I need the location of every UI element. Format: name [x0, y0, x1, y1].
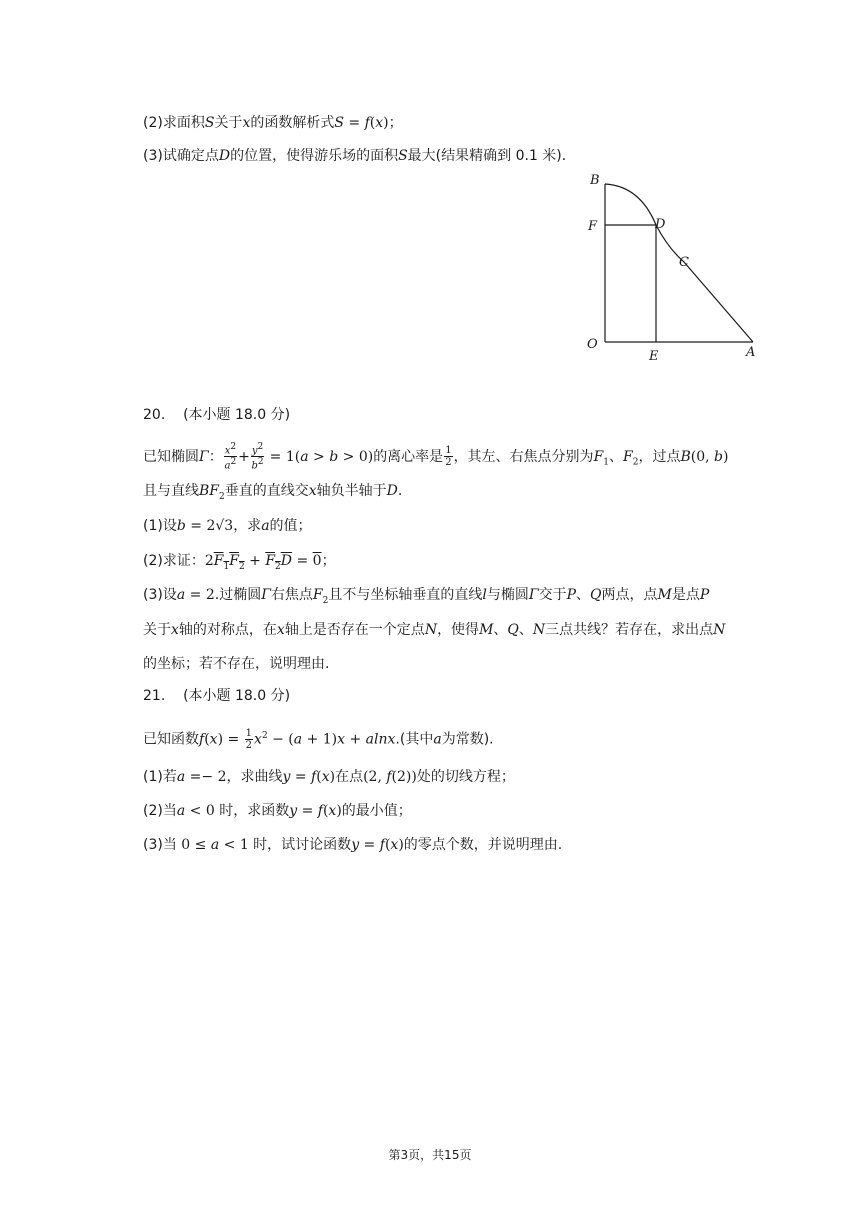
page-footer: 第3页，共15页 [388, 1148, 472, 1162]
label-e: E [649, 349, 659, 364]
label-f: F [588, 219, 598, 234]
q21-stem: 已知函数f(x) = $\frac{1}{2}$ $x^2 - (a + 1)x + alnx$.(其中a为常数). [143, 728, 494, 752]
q20-score: (本小题 18.0 分) [183, 407, 291, 423]
q19-part3: (3)试确定点D的位置，使得游乐场的面积S最大(结果精确到 0.1 米)． [143, 148, 576, 164]
q21-part1: (1)若a =− 2，求曲线y = f(x)在点(2, f(2))处的切线方程； [143, 769, 515, 785]
q21-number: 21. [143, 688, 166, 704]
q20-part3-line1: (3)设a = 2.过椭圆Γ右焦点$F_2$且不与坐标轴垂直的直线l与椭圆Γ交于P、Q两点，点M是点P [143, 587, 710, 606]
q20-number: 20. [143, 407, 166, 423]
q20-part2: (2)求证：$2F_1F_2 + F_2D = 0$； [143, 553, 336, 572]
q21-score: (本小题 18.0 分) [183, 688, 291, 704]
q21-part2: (2)当a < 0 时，求函数y = f(x)的最小值； [143, 803, 412, 819]
segment-ca [684, 262, 753, 342]
q20-header [143, 405, 290, 425]
q20-part3-line2: 关于x轴的对称点，在x轴上是否存在一个定点N，使得M、Q、N三点共线？若存在，求出点N [143, 622, 726, 638]
label-c: C [679, 255, 689, 270]
arc-bd [605, 184, 656, 225]
geometry-figure [580, 168, 760, 368]
label-o: O [587, 337, 598, 352]
q20-stem-line1: 已知椭圆Γ： $\frac{x^2}{a^2}$ + $\frac{y^2}{b^2}$ = 1(a > b > 0)的离心率是 $\frac{1}{2}$ ，其左、右焦点分别为$F_1$、$F_2$，过点B(0, b) [143, 442, 729, 472]
label-b: B [590, 173, 600, 188]
label-d: D [655, 217, 666, 232]
q19-part2: (2)求面积S关于x的函数解析式S = f(x)； [143, 115, 403, 131]
label-a: A [746, 345, 756, 360]
q20-part1: (1)设b = 2√3，求a的值； [143, 518, 312, 534]
q21-header [143, 686, 290, 706]
q20-stem-line2: 且与直线$BF_2$垂直的直线交x轴负半轴于D. [143, 483, 403, 502]
q21-part3: (3)当 0 ≤ a < 1 时，试讨论函数y = f(x)的零点个数，并说明理由. [143, 837, 563, 853]
q20-part3-line3: 的坐标；若不存在，说明理由. [143, 656, 330, 672]
